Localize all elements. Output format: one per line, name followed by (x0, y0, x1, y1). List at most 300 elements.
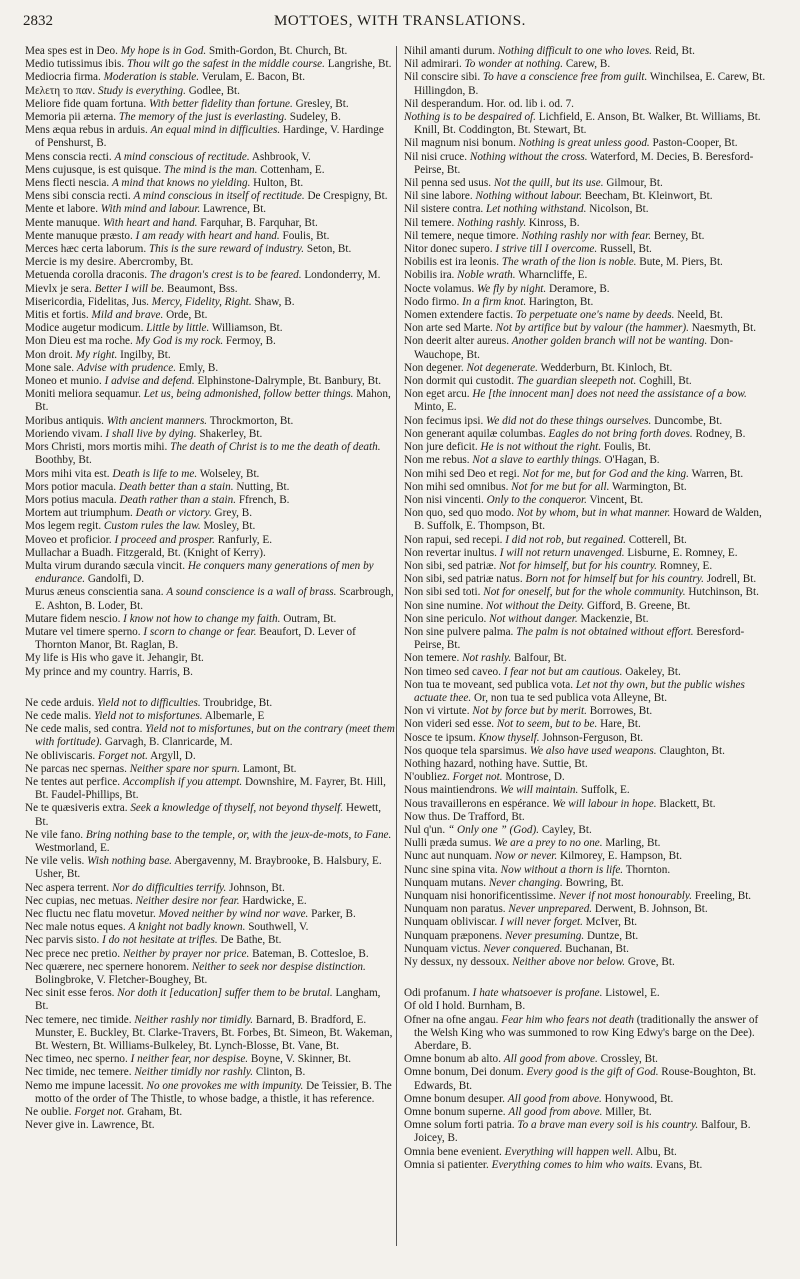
motto-translation: Everything will happen well. (504, 1145, 634, 1158)
motto-text: Memoria pii æterna. (25, 111, 117, 124)
motto-entry (404, 58, 774, 71)
motto-translation: Nothing difficult to one who loves. (497, 45, 652, 57)
motto-translation: Not for himself, but for his country. (499, 559, 657, 572)
motto-text: Nec prece nec pretio. (25, 947, 121, 960)
motto-text: Mens sibi conscia recti. (25, 190, 131, 203)
motto-owner: Seton, Bt. (306, 243, 352, 256)
motto-entry (25, 283, 395, 296)
motto-text: Non quo, sed quo modo. (404, 507, 515, 520)
motto-owner: Paston-Cooper, Bt. (652, 137, 738, 150)
motto-text: Nil penna sed usus. (404, 177, 492, 190)
motto-owner: Beaufort, D. Lever of Thornton Manor, Bt. Raglan, B. (35, 625, 356, 652)
motto-owner: Shakerley, Bt. (199, 427, 263, 440)
motto-text: Ne obliviscaris. (25, 749, 96, 762)
motto-entry (25, 230, 395, 243)
motto-owner: Reid, Bt. (654, 45, 695, 57)
motto-text: Now thus. (404, 810, 450, 823)
motto-text: Mutare vel timere sperno. (25, 625, 141, 638)
motto-entry (404, 560, 774, 573)
motto-translation: Nothing is great unless good. (518, 137, 650, 150)
motto-translation: We did not do these things ourselves. (486, 414, 652, 427)
motto-translation: My hope is in God. (120, 45, 207, 57)
motto-translation: All good from above. (507, 1092, 602, 1105)
motto-text: Mors potior macula. (25, 480, 117, 493)
motto-translation: Little by little. (146, 322, 210, 335)
motto-entry (25, 1053, 395, 1066)
motto-translation: To perpetuate one's name by deeds. (515, 309, 675, 322)
motto-text: Non eget arcu. (404, 388, 470, 401)
motto-entry (25, 349, 395, 362)
motto-translation: Never changing. (488, 876, 563, 889)
motto-entry (25, 441, 395, 467)
motto-text: Nil conscire sibi. (404, 71, 481, 84)
motto-owner: Claughton, Bt. (659, 744, 725, 757)
motto-entry (404, 335, 774, 361)
motto-owner: Gifford, B. Greene, Bt. (587, 599, 691, 612)
motto-entry (25, 111, 395, 124)
motto-translation: A knight not badly known. (128, 921, 246, 934)
motto-owner: Farquhar, B. Farquhar, Bt. (200, 216, 318, 229)
motto-owner: Albu, Bt. (635, 1145, 677, 1158)
motto-owner: Lawrence, Bt. (91, 1119, 155, 1132)
motto-owner: Cottenham, E. (260, 163, 325, 176)
motto-translation: My God is my rock. (135, 335, 224, 348)
motto-text: Nunc aut nunquam. (404, 850, 492, 863)
motto-entry (404, 428, 774, 441)
motto-text: Non dormit qui custodit. (404, 375, 515, 388)
motto-entry (404, 1106, 774, 1119)
motto-text: Non degener. (404, 361, 464, 374)
motto-owner: Sudeley, B. (289, 111, 341, 124)
motto-text: Mens flecti nescia. (25, 177, 110, 190)
motto-translation: Not degenerate. (466, 361, 538, 374)
motto-text: Nous travaillerons en espérance. (404, 797, 550, 810)
motto-translation: “ Only one ” (God). (447, 823, 540, 836)
motto-text: Nec male notus eques. (25, 921, 126, 934)
motto-entry (404, 586, 774, 599)
motto-owner: Thornton. (625, 863, 671, 876)
motto-owner: Scarbrough, E. Ashton, B. Loder, Bt. (35, 586, 394, 612)
motto-entry (25, 494, 395, 507)
motto-text: Omne bonum ab alto. (404, 1053, 501, 1066)
motto-translation: All good from above. (508, 1106, 603, 1119)
motto-owner: Howard de Walden, B. Suffolk, E. Thompson, Bt. (414, 507, 762, 533)
motto-entry (25, 322, 395, 335)
motto-entry (25, 415, 395, 428)
motto-owner: Mahon, Bt. (35, 388, 391, 414)
motto-text: Nous maintiendrons. (404, 784, 498, 797)
motto-owner: Suttie, Bt. (542, 757, 588, 770)
motto-text: Nobilis ira. (404, 269, 455, 282)
motto-translation: Nor doth it [education] suffer them to be brutal. (117, 987, 333, 1000)
motto-entry (404, 309, 774, 322)
motto-entry (25, 534, 395, 547)
motto-text: Nil sine labore. (404, 190, 473, 203)
motto-translation: Nor do difficulties terrify. (111, 881, 227, 894)
motto-translation: I will never forget. (500, 916, 583, 929)
motto-translation: Study is everything. (97, 84, 186, 97)
motto-text: Mutare fidem nescio. (25, 612, 121, 625)
motto-entry (25, 802, 395, 828)
motto-entry (404, 943, 774, 956)
motto-translation: I advise and defend. (104, 375, 195, 388)
motto-translation: Forget not. (452, 771, 503, 784)
motto-translation: Not for me, but for God and the king. (522, 467, 689, 480)
motto-entry (404, 481, 774, 494)
motto-entry (25, 961, 395, 987)
motto-owner: Duncombe, Bt. (654, 414, 723, 427)
motto-translation: He conquers many generations of men by endurance. (35, 559, 374, 586)
motto-text: Mievlx je sera. (25, 282, 92, 295)
motto-entry (404, 71, 774, 97)
motto-entry (404, 573, 774, 586)
motto-translation: I shall live by dying. (105, 427, 197, 440)
motto-translation: Yield not to difficulties. (97, 696, 201, 709)
motto-owner: Lawrence, Bt. (203, 203, 267, 216)
motto-owner: Or, non tua te sed publica vota Alleyne, Bt. (473, 691, 668, 704)
motto-list-right-a (404, 45, 774, 969)
motto-entry (404, 613, 774, 626)
motto-translation: Another golden branch will not be wanting. (511, 335, 708, 348)
motto-translation: My right. (75, 348, 118, 361)
motto-entry (404, 903, 774, 916)
motto-text: Nil temere. (404, 216, 455, 229)
motto-text: N'oubliez. (404, 771, 450, 784)
motto-owner: Cotterell, Bt. (628, 533, 687, 546)
motto-translation: Never presuming. (505, 929, 585, 942)
motto-entry (404, 745, 774, 758)
motto-translation: The memory of the just is everlasting. (118, 111, 287, 124)
motto-translation: We also have used weapons. (529, 744, 657, 757)
motto-translation: Not the quill, but its use. (493, 177, 604, 190)
motto-text: My prince and my country. (25, 665, 147, 678)
motto-owner: Johnson-Ferguson, Bt. (542, 731, 644, 744)
motto-owner: Harington, Bt. (528, 295, 594, 308)
motto-translation: Not a slave to earthly things. (472, 454, 602, 467)
motto-owner: Waterford, M. Decies, B. Beresford-Peirse, Bt. (414, 150, 754, 176)
motto-text: Moriendo vivam. (25, 427, 103, 440)
motto-owner: Evans, Bt. (656, 1158, 703, 1171)
motto-owner: Ranfurly, E. (217, 533, 273, 546)
motto-translation: I neither fear, nor despise. (130, 1053, 249, 1066)
motto-entry (25, 547, 395, 560)
motto-translation: With mind and labour. (100, 203, 201, 216)
motto-owner: Smith-Gordon, Bt. Church, Bt. (208, 45, 348, 57)
motto-text: Μελετη το παν. (25, 84, 96, 97)
motto-text: Mens æqua rebus in arduis. (25, 124, 148, 137)
motto-entry (25, 468, 395, 481)
motto-entry (25, 388, 395, 414)
motto-text: Nunquam obliviscar. (404, 916, 498, 929)
motto-owner: Langrishe, Bt. (327, 58, 392, 71)
motto-text: Non me rebus. (404, 454, 470, 467)
motto-text: Nec timide, nec temere. (25, 1066, 132, 1079)
motto-text: Mente manuque. (25, 216, 101, 229)
motto-entry (404, 600, 774, 613)
motto-entry (25, 375, 395, 388)
motto-translation: We will maintain. (500, 784, 579, 797)
motto-translation: Moved neither by wind nor wave. (158, 908, 309, 920)
motto-translation: Neither spare nor spurn. (129, 762, 240, 775)
motto-text: Nunquam præponens. (404, 929, 503, 942)
section-gap (25, 679, 395, 697)
motto-entry (25, 428, 395, 441)
motto-translation: With heart and hand. (102, 216, 198, 229)
motto-text: Mors mihi vita est. (25, 467, 110, 480)
motto-entry (404, 1093, 774, 1106)
motto-text: Never give in. (25, 1119, 89, 1132)
motto-owner: Romney, E. (659, 559, 713, 572)
motto-translation: Now without a thorn is life. (500, 863, 624, 876)
motto-entry (404, 534, 774, 547)
motto-entry (25, 987, 395, 1013)
motto-translation: I know not how to change my faith. (123, 612, 281, 625)
motto-owner: Shaw, B. (254, 295, 295, 308)
motto-entry (25, 855, 395, 881)
motto-text: Moribus antiquis. (25, 414, 104, 427)
motto-text: Mitis et fortis. (25, 309, 89, 322)
motto-translation: Death or victory. (135, 507, 212, 520)
motto-translation: Never unprepared. (508, 903, 593, 916)
motto-translation: I strive till I overcome. (495, 243, 598, 256)
motto-translation: He is not without the right. (480, 441, 602, 454)
motto-text: Nec parvis sisto. (25, 934, 100, 947)
motto-entry (404, 454, 774, 467)
motto-text: Mens cujusque, is est quisque. (25, 163, 162, 176)
motto-translation: I hate whatsoever is profane. (472, 987, 603, 1000)
motto-owner: Crossley, Bt. (600, 1053, 658, 1066)
motto-owner: Harris, B. (149, 665, 193, 678)
motto-owner: Burnham, B. (467, 1000, 526, 1013)
motto-text: Mos legem regit. (25, 520, 102, 533)
motto-entry (25, 124, 395, 150)
motto-text: Non generant aquilæ columbas. (404, 427, 546, 440)
motto-entry (404, 1000, 774, 1013)
motto-owner: Listowel, E. (605, 987, 660, 1000)
motto-entry (25, 1106, 395, 1119)
motto-text: Misericordia, Fidelitas, Jus. (25, 295, 149, 308)
motto-entry (404, 732, 774, 745)
motto-translation: I am ready with heart and hand. (135, 229, 280, 242)
motto-entry (25, 269, 395, 282)
motto-entry (404, 1159, 774, 1172)
motto-text: Murus æneus conscientia sana. (25, 586, 164, 599)
motto-text: Non fecimus ipsi. (404, 414, 484, 427)
motto-text: Nil magnum nisi bonum. (404, 137, 516, 150)
motto-text: Ny dessux, ny dessoux. (404, 956, 510, 969)
motto-entry (404, 705, 774, 718)
motto-owner: Bowring, Bt. (565, 876, 624, 889)
motto-entry (404, 864, 774, 877)
motto-owner: Grey, B. (214, 507, 253, 520)
motto-translation: I proceed and prosper. (114, 533, 215, 546)
motto-text: Non timeo sed caveo. (404, 665, 501, 678)
motto-entry (404, 1014, 774, 1054)
motto-entry (25, 217, 395, 230)
motto-entry (404, 890, 774, 903)
motto-owner: Oakeley, Bt. (625, 665, 681, 678)
motto-translation: To a brave man every soil is his country. (517, 1119, 699, 1132)
motto-text: Odi profanum. (404, 987, 470, 1000)
motto-owner: De Teissier, B. The motto of the order of The Thistle, to whose badge, a thistle, it has reference. (35, 1079, 392, 1105)
motto-entry (404, 269, 774, 282)
motto-entry (404, 811, 774, 824)
motto-owner: Southwell, V. (248, 921, 309, 934)
motto-text: Ne te quæsiveris extra. (25, 802, 128, 815)
motto-translation: The palm is not obtained without effort. (516, 625, 694, 638)
motto-entry (25, 697, 395, 710)
motto-owner: Lisburne, E. Romney, E. (627, 546, 738, 559)
motto-translation: Mild and brave. (91, 309, 164, 322)
motto-translation: Not for me but for all. (511, 480, 610, 493)
motto-text: Ne oublie. (25, 1106, 72, 1119)
motto-owner: Garvagh, B. Clanricarde, M. (104, 736, 233, 749)
motto-owner: Blackett, Bt. (659, 797, 716, 810)
motto-entry (25, 750, 395, 763)
motto-translation: Mercy, Fidelity, Right. (151, 295, 252, 308)
page-title: MOTTOES, WITH TRANSLATIONS. (273, 13, 527, 29)
motto-entry (25, 1066, 395, 1079)
motto-owner: Jehangir, Bt. (147, 652, 204, 665)
motto-translation: Nothing without labour. (475, 190, 583, 203)
motto-translation: We will labour in hope. (552, 797, 657, 810)
motto-owner: Fitzgerald, Bt. (Knight of Kerry). (116, 546, 266, 559)
motto-owner: Nicolson, Bt. (589, 203, 649, 216)
motto-text: Moveo et proficior. (25, 533, 112, 546)
motto-text: Nec timeo, nec sperno. (25, 1053, 128, 1066)
motto-translation: Neither to seek nor despise distinction. (191, 960, 366, 973)
motto-owner: Berney, Bt. (653, 229, 705, 242)
motto-owner: De Bathe, Bt. (220, 934, 282, 947)
motto-translation: Death is life to me. (112, 467, 198, 480)
motto-entry (25, 309, 395, 322)
motto-text: Nitor donec supero. (404, 243, 493, 256)
motto-owner: Deramore, B. (549, 282, 610, 295)
motto-text: Mon droit. (25, 348, 73, 361)
motto-entry (404, 626, 774, 652)
motto-owner: Warren, Bt. (691, 467, 744, 480)
motto-translation: Death better than a stain. (118, 480, 234, 493)
motto-text: Nihil amanti durum. (404, 45, 496, 57)
motto-translation: Forget not. (98, 749, 148, 762)
motto-entry (404, 177, 774, 190)
motto-owner: Clinton, B. (255, 1066, 306, 1079)
motto-owner: Outram, Bt. (283, 612, 337, 625)
motto-text: Moniti meliora sequamur. (25, 388, 141, 401)
motto-owner: Naesmyth, Bt. (691, 322, 757, 335)
motto-entry (25, 560, 395, 586)
motto-owner: Abercromby, Bt. (118, 256, 194, 269)
motto-translation: Everything comes to him who waits. (491, 1158, 654, 1171)
motto-entry (25, 1080, 395, 1106)
motto-text: Nul q'un. (404, 823, 446, 836)
motto-translation: Not for oneself, but for the whole community. (483, 586, 686, 599)
motto-owner: O'Hagan, B. (604, 454, 660, 467)
motto-owner: Argyll, D. (150, 749, 196, 762)
motto-text: Mortem aut triumphum. (25, 507, 133, 520)
motto-text: Non rapui, sed recepi. (404, 533, 503, 546)
motto-translation: With better fidelity than fortune. (148, 97, 293, 110)
motto-list-left-b (25, 697, 395, 1133)
motto-entry (25, 151, 395, 164)
motto-text: Ne cede malis. (25, 709, 92, 722)
motto-translation: Accomplish if you attempt. (122, 775, 243, 788)
motto-text: Nec aspera terrent. (25, 881, 110, 894)
motto-entry (25, 45, 395, 58)
motto-text: Medio tutissimus ibis. (25, 58, 125, 71)
motto-translation: All good from above. (503, 1053, 598, 1066)
motto-text: Non deerit alter aureus. (404, 335, 509, 348)
motto-owner: Foulis, Bt. (282, 229, 330, 242)
motto-translation: Yield not to misfortunes. (93, 709, 203, 722)
motto-translation: Noble wrath. (457, 269, 516, 282)
motto-text: Ne tentes aut perfice. (25, 775, 121, 788)
motto-owner: Beaumont, Bss. (167, 282, 238, 295)
motto-entry (25, 613, 395, 626)
motto-text: Nunc sine spina vita. (404, 863, 498, 876)
motto-owner: Montrose, D. (505, 771, 565, 784)
motto-entry (25, 190, 395, 203)
motto-text: Nunquam mutans. (404, 876, 487, 889)
motto-entry (25, 177, 395, 190)
motto-owner: Ffrench, B. (238, 493, 290, 506)
motto-owner: Lichfield, E. Anson, Bt. Walker, Bt. Williams, Bt. Knill, Bt. Coddington, Bt. Stewart, Bt. (414, 111, 761, 137)
motto-translation: I scorn to change or fear. (143, 625, 257, 638)
motto-translation: No one provokes me with impunity. (146, 1079, 304, 1092)
page-number: 2832 (23, 13, 53, 29)
motto-text: Non sine numine. (404, 599, 484, 612)
motto-owner: Wharncliffe, E. (518, 269, 588, 282)
motto-owner: Nutting, Bt. (236, 480, 290, 493)
motto-owner: Abergavenny, M. Braybrooke, B. Halsbury, E. Usher, Bt. (35, 855, 382, 881)
motto-owner: Graham, Bt. (127, 1106, 183, 1119)
motto-owner: Ashbrook, V. (251, 150, 311, 163)
motto-text: Omne bonum, Dei donum. (404, 1066, 524, 1079)
motto-entry (25, 895, 395, 908)
motto-text: Nil nisi cruce. (404, 150, 468, 163)
motto-text: Mea spes est in Deo. (25, 45, 118, 57)
motto-owner: Barnard, B. Bradford, E. Munster, E. Buckley, Bt. Clarke-Travers, Bt. Forbes, Bt. Simeon, Bt. Wakeman, Bt. Western, Bt. Williams-Bulkeley, Bt. Lynch-Blosse, Bt. Vane, Bt. (35, 1013, 393, 1053)
motto-owner: Hardinge, V. Hardinge of Penshurst, B. (35, 124, 384, 150)
motto-entry (404, 468, 774, 481)
motto-entry (404, 956, 774, 969)
motto-text: Ne parcas nec spernas. (25, 762, 127, 775)
motto-entry (25, 882, 395, 895)
motto-entry (25, 723, 395, 749)
motto-text: Mente manuque præsto. (25, 229, 133, 242)
motto-translation: Advise with prudence. (76, 361, 176, 374)
motto-text: Mercie is my desire. (25, 256, 117, 269)
motto-entry (25, 362, 395, 375)
motto-text: Nec cupias, nec metuas. (25, 894, 133, 907)
motto-entry (404, 798, 774, 811)
motto-owner: Winchilsea, E. Carew, Bt. Hillingdon, B. (414, 71, 766, 97)
motto-text: Meliore fide quam fortuna. (25, 97, 147, 110)
motto-translation: A mind that knows no yielding. (111, 177, 251, 190)
motto-owner: Albemarle, E (204, 709, 265, 722)
motto-translation: The guardian sleepeth not. (516, 375, 637, 388)
motto-text: Non vi virtute. (404, 705, 470, 718)
motto-text: Nomen extendere factis. (404, 309, 514, 322)
motto-translation: Not by artifice but by valour (the hammer). (495, 322, 689, 335)
motto-text: Modice augetur modicum. (25, 322, 144, 335)
motto-text: Mens conscia recti. (25, 150, 112, 163)
motto-translation: Neither rashly nor timidly. (134, 1013, 254, 1026)
motto-owner: Rouse-Boughton, Bt. Edwards, Bt. (414, 1066, 757, 1092)
motto-owner: Gandolfi, D. (87, 573, 145, 586)
motto-text: Omne bonum desuper. (404, 1092, 505, 1105)
motto-owner: Miller, Bt. (605, 1106, 652, 1119)
